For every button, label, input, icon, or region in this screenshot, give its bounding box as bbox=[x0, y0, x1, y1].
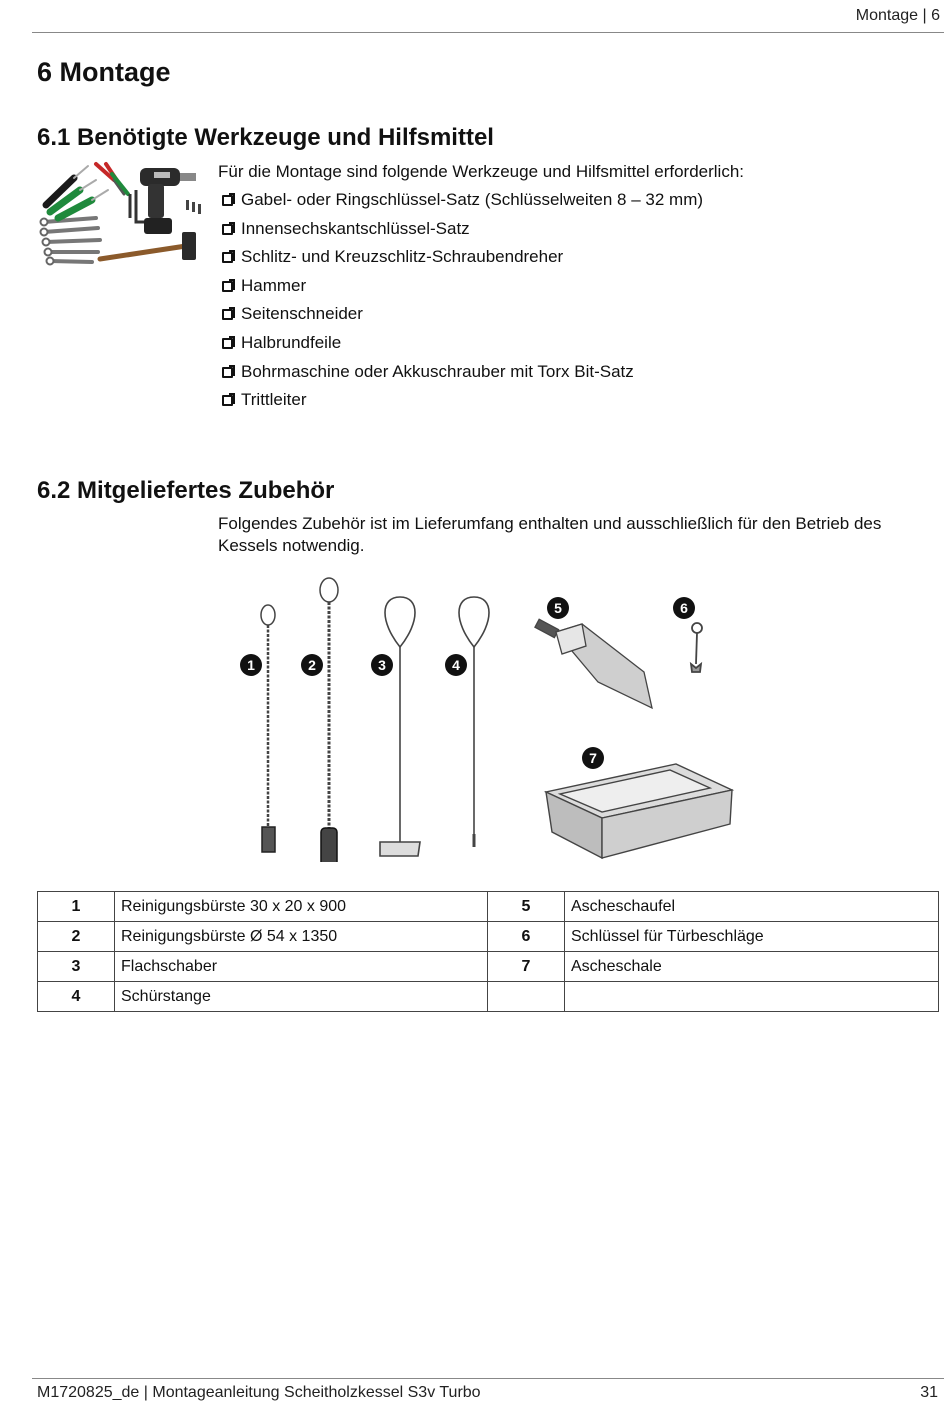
list-item: Bohrmaschine oder Akkuschrauber mit Torx Bit-Satz bbox=[222, 362, 703, 391]
callout-1-badge: 1 bbox=[240, 654, 262, 676]
table-row: 2 Reinigungsbürste Ø 54 x 1350 6 Schlüssel für Türbeschläge bbox=[38, 922, 939, 952]
callout-6-badge: 6 bbox=[673, 597, 695, 619]
callout-5-badge: 5 bbox=[547, 597, 569, 619]
callout-2-badge: 2 bbox=[301, 654, 323, 676]
checkbox-icon bbox=[222, 195, 233, 206]
door-fitting-key bbox=[691, 623, 702, 672]
tools-list bbox=[222, 190, 703, 419]
cleaning-brush-large bbox=[320, 578, 338, 862]
list-item: Schlitz- und Kreuzschlitz-Schraubendreher bbox=[222, 247, 703, 276]
callout-4-badge: 4 bbox=[445, 654, 467, 676]
list-item: Trittleiter bbox=[222, 390, 703, 419]
table-row: 1 Reinigungsbürste 30 x 20 x 900 5 Ascheschaufel bbox=[38, 892, 939, 922]
callout-3-badge: 3 bbox=[371, 654, 393, 676]
table-row: 3 Flachschaber 7 Ascheschale bbox=[38, 952, 939, 982]
accessories-text: Folgendes Zubehör ist im Lieferumfang enthalten und ausschließlich für den Betrieb des Kessels notwendig. bbox=[218, 514, 882, 555]
checkbox-icon bbox=[222, 224, 233, 235]
list-item: Gabel- oder Ringschlüssel-Satz (Schlüsselweiten 8 – 32 mm) bbox=[222, 190, 703, 219]
checkbox-icon bbox=[222, 309, 233, 320]
list-item: Hammer bbox=[222, 276, 703, 305]
header-section-label: Montage | 6 bbox=[855, 7, 940, 24]
footer-document-title: M1720825_de | Montageanleitung Scheitholzkessel S3v Turbo bbox=[37, 1384, 481, 1401]
checkbox-icon bbox=[222, 395, 233, 406]
ash-shovel bbox=[535, 619, 652, 708]
poker-rod bbox=[459, 597, 489, 847]
chapter-title: 6 Montage bbox=[37, 57, 171, 87]
page-number: 31 bbox=[920, 1384, 938, 1401]
cleaning-brush-small bbox=[261, 605, 275, 852]
callout-7-badge: 7 bbox=[582, 747, 604, 769]
list-item: Halbrundfeile bbox=[222, 333, 703, 362]
checkbox-icon bbox=[222, 338, 233, 349]
tools-image bbox=[36, 160, 208, 270]
tools-intro-text: Für die Montage sind folgende Werkzeuge und Hilfsmittel erforderlich: bbox=[218, 162, 745, 181]
checkbox-icon bbox=[222, 281, 233, 292]
hammer-icon bbox=[100, 232, 196, 260]
bit-set-icon bbox=[186, 200, 201, 214]
section-title-accessories: 6.2 Mitgeliefertes Zubehör bbox=[37, 477, 335, 504]
list-item: Innensechskantschlüssel-Satz bbox=[222, 219, 703, 248]
table-row: 4 Schürstange bbox=[38, 982, 939, 1012]
list-item: Seitenschneider bbox=[222, 304, 703, 333]
section-title-tools: 6.1 Benötigte Werkzeuge und Hilfsmittel bbox=[37, 124, 494, 151]
ash-tray bbox=[546, 764, 732, 858]
checkbox-icon bbox=[222, 367, 233, 378]
wrench-set-icon bbox=[41, 218, 101, 265]
checkbox-icon bbox=[222, 252, 233, 263]
screwdriver-icon bbox=[46, 166, 108, 218]
pliers-icon bbox=[96, 164, 128, 194]
footer-divider bbox=[32, 1378, 944, 1379]
flat-scraper bbox=[380, 597, 420, 856]
hex-key-icon bbox=[130, 190, 144, 222]
parts-table bbox=[37, 891, 939, 1012]
header-divider bbox=[32, 32, 944, 33]
accessories-illustration bbox=[230, 572, 750, 862]
